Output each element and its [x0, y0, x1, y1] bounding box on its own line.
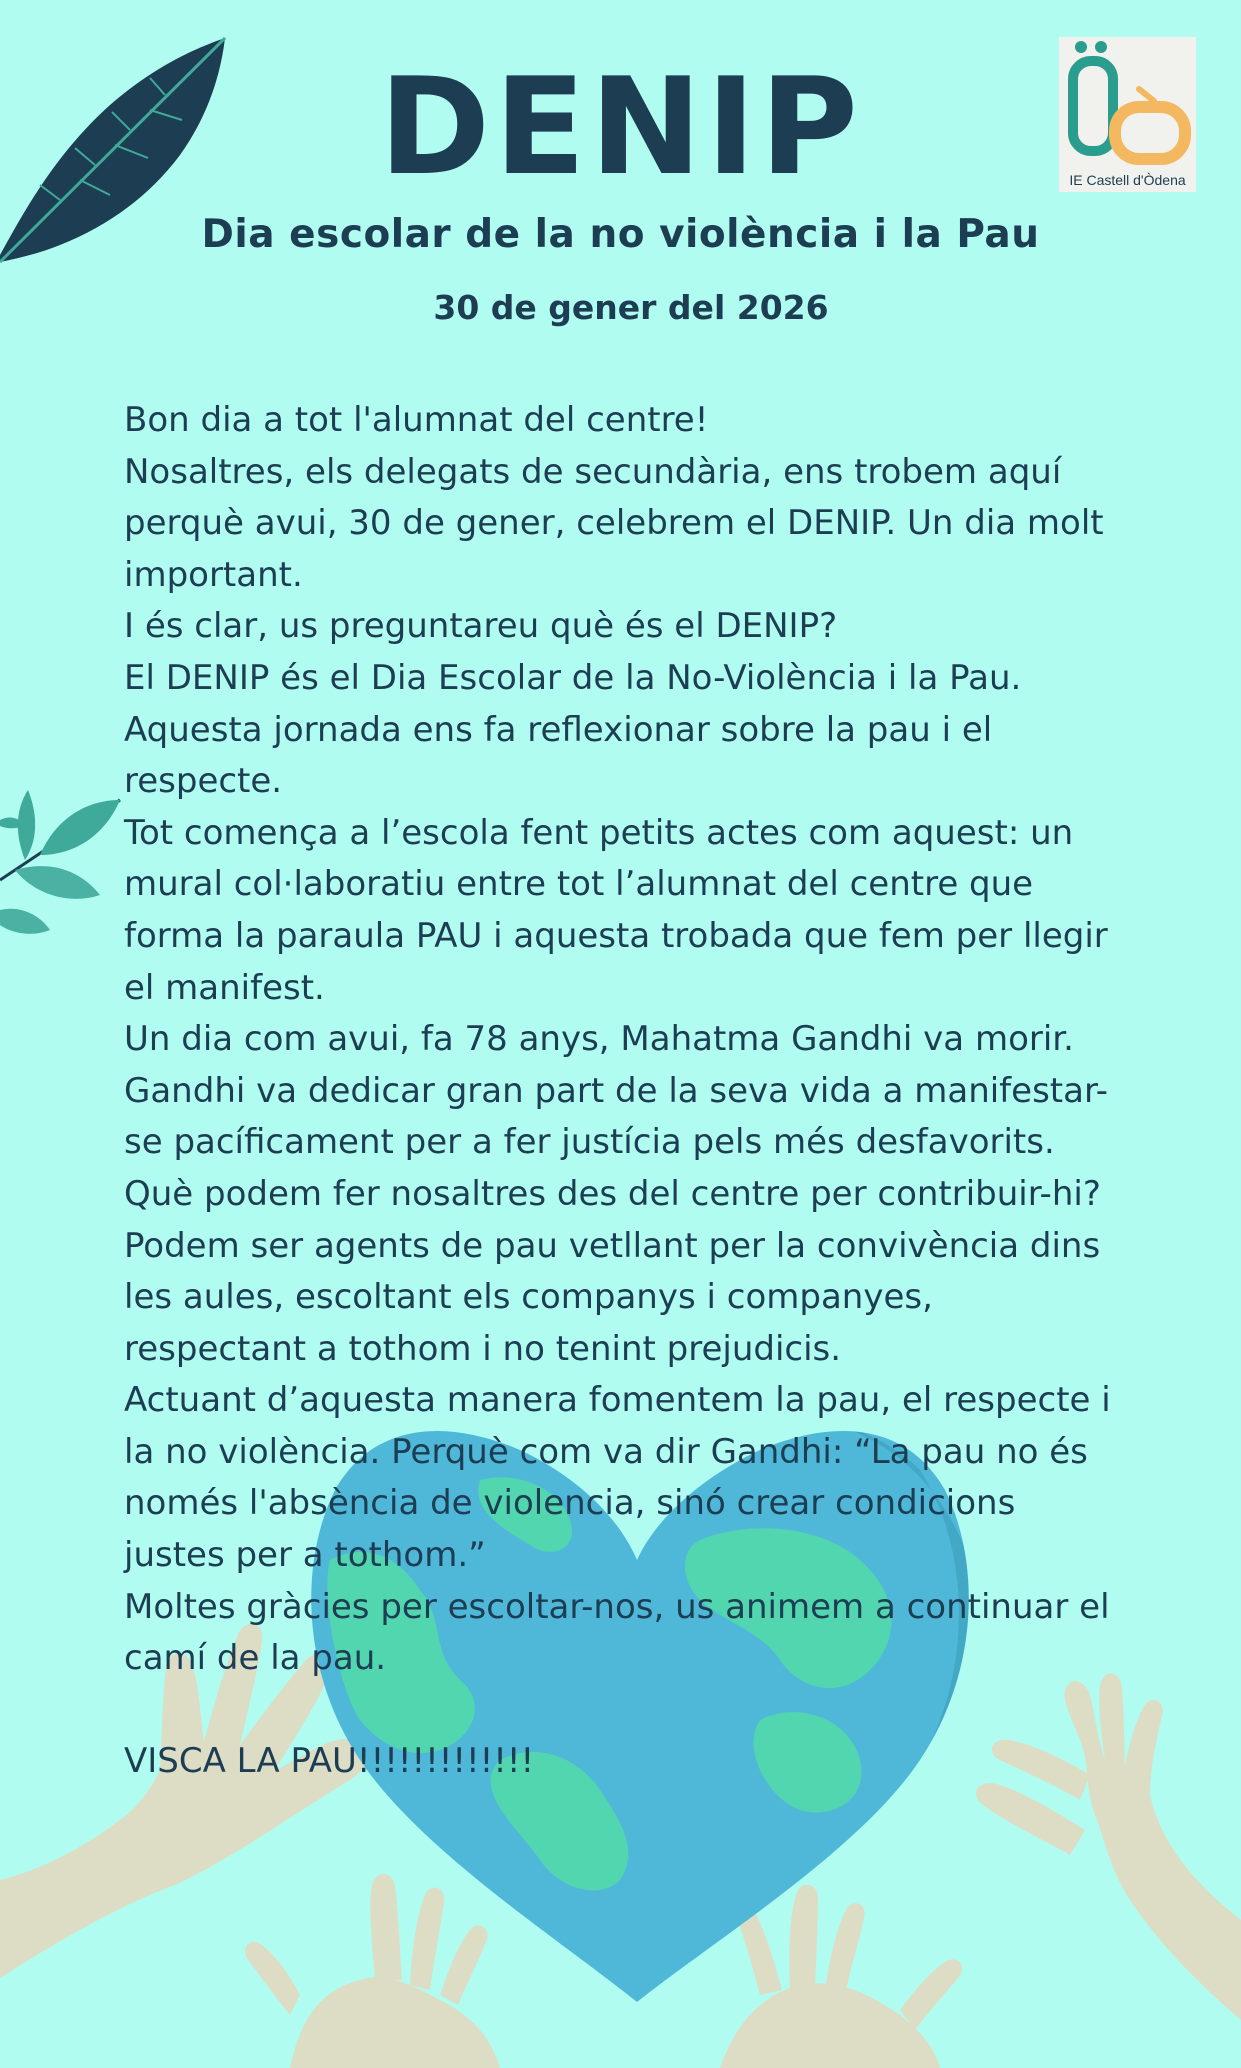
page-subtitle: Dia escolar de la no violència i la Pau: [201, 212, 1040, 257]
paragraph-greeting: Bon dia a tot l'alumnat del centre!: [124, 400, 709, 440]
paragraph-question: I és clar, us preguntareu què és el DENIP?: [124, 606, 838, 647]
event-date: 30 de gener del 2026: [433, 288, 829, 327]
spacer: [124, 1685, 1124, 1737]
logo-mark-icon: [1059, 37, 1196, 167]
school-name: IE Castell d'Òdena: [1069, 172, 1186, 188]
paragraph-agents: Podem ser agents de pau vetllant per la convivència dins les aules, escoltant els companys i companyes, respectant a tothom i no tenint prejudicis.: [124, 1225, 1101, 1369]
manifesto-text: [124, 395, 1124, 1788]
paragraph-thanks: Moltes gràcies per escoltar-nos, us animem a continuar el camí de la pau.: [124, 1586, 1110, 1679]
page-title: DENIP: [379, 49, 862, 205]
paragraph-school-acts: Tot comença a l’escola fent petits actes com aquest: un mural col·laboratiu entre tot l’alumnat del centre que forma la paraula PAU i aquesta trobada que fem per llegir el manifest.: [124, 812, 1108, 1008]
paragraph-contribute: Què podem fer nosaltres des del centre per contribuir-hi?: [124, 1173, 1101, 1214]
paragraph-definition: El DENIP és el Dia Escolar de la No-Violència i la Pau. Aquesta jornada ens fa reflexionar sobre la pau i el respecte.: [124, 657, 1022, 802]
paragraph-quote: Actuant d’aquesta manera fomentem la pau, el respecte i la no violència. Perquè com va dir Gandhi: “La pau no és només l'absència de violencia, sinó crear condicions justes per a tothom.”: [124, 1380, 1111, 1576]
paragraph-gandhi: Un dia com avui, fa 78 anys, Mahatma Gandhi va morir. Gandhi va dedicar gran part de la seva vida a manifestar-se pacíficament per a fer justícia pels més desfavorits.: [124, 1019, 1109, 1163]
leaf-branch-icon: [0, 790, 120, 934]
paragraph-intro: Nosaltres, els delegats de secundària, ens trobem aquí perquè avui, 30 de gener, celebrem el DENIP. Un dia molt important.: [124, 451, 1104, 595]
closing-line: VISCA LA PAU!!!!!!!!!!!!!: [124, 1741, 535, 1782]
school-logo: [1059, 37, 1196, 192]
